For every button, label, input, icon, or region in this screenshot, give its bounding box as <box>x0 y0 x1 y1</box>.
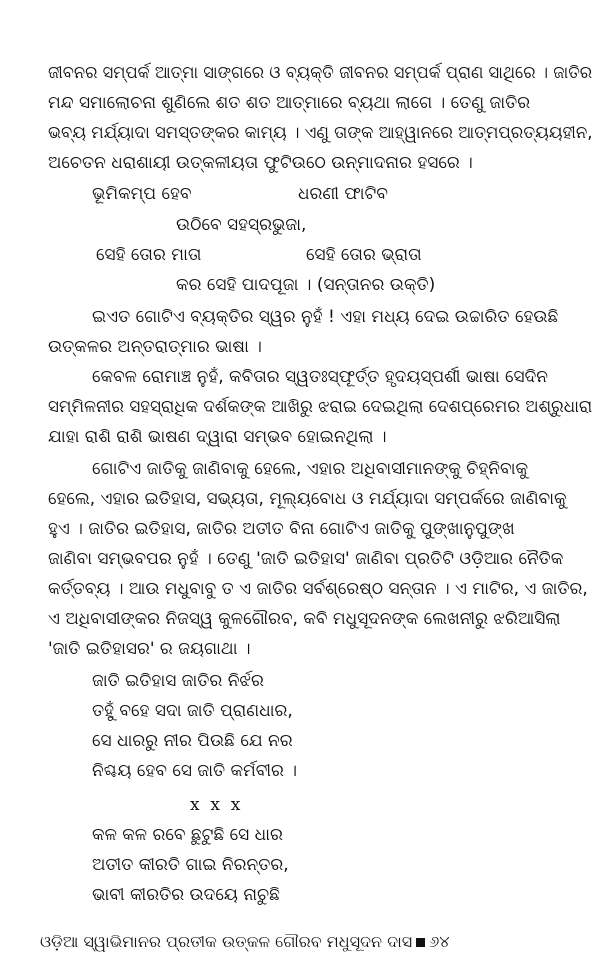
paragraph-1-line-4: ଅଚେତନ ଧରାଶାୟୀ ଉତ୍କଳୀୟତା ଫୁଟିଉଠେ ଉନ୍ମାଦନାର ହସରେ । <box>48 153 473 173</box>
paragraph-4-line-3: ହୁଏ । ଜାତିର ଇତିହାସ, ଜାତିର ଅତୀତ ବିନା ଗୋଟିଏ ଜାତିକୁ ପୁଙ୍ଖାନୁପୁଙ୍ଖ <box>48 519 515 539</box>
section-separator: x x x <box>190 795 241 815</box>
poem-3-line-1: କଳ କଳ ରବେ ଛୁଟୁଛି ସେ ଧାର <box>92 825 283 845</box>
poem-2-line-3: ସେ ଧାରରୁ ନୀର ପିଉଛି ଯେ ନର <box>92 731 293 751</box>
paragraph-4-line-5: କର୍ତ୍ତବ୍ୟ । ଆଉ ମଧୁବାବୁ ତ ଏ ଜାତିର ସର୍ବଶ୍ରେଷ୍ଠ ସନ୍ତାନ । ଏ ମାଟିର, ଏ ଜାତିର, <box>48 579 588 599</box>
poem-2-line-1: ଜାତି ଇତିହାସ ଜାତିର ନିର୍ଝର <box>92 671 264 691</box>
paragraph-4-line-2: ହେଲେ, ଏହାର ଇତିହାସ, ସଭ୍ୟତା, ମୂଲ୍ୟବୋଧ ଓ ମର୍ଯ୍ୟାଦା ସମ୍ପର୍କରେ ଜାଣିବାକୁ <box>48 489 567 509</box>
running-footer <box>40 930 450 954</box>
paragraph-4-line-7: 'ଜାତି ଇତିହାସର' ର ଜୟଗାଥା । <box>48 639 251 659</box>
poem-3-line-3: ଭାବୀ କୀରତିର ଉଦୟେ ନାଚୁଛି <box>92 885 280 905</box>
paragraph-1-line-1: ଜୀବନର ସମ୍ପର୍କ ଆତ୍ମା ସାଙ୍ଗରେ ଓ ବ୍ୟକ୍ତି ଜୀବନର ସମ୍ପର୍କ ପ୍ରାଣ ସାଥିରେ । ଜାତିର <box>48 63 593 83</box>
poem-1-line-2: ଉଠିବେ ସହସ୍ରଭୁଜା, <box>176 215 307 235</box>
poem-1-line-1b: ଧରଣୀ ଫାଟିବ <box>298 184 388 204</box>
paragraph-4-line-6: ଏ ଅଧିବାସୀଙ୍କର ନିଜସ୍ୱ କୁଳଗୌରବ, କବି ମଧୁସୂଦନଙ୍କ ଲେଖନୀରୁ ଝରିଆସିଲା <box>48 609 561 629</box>
paragraph-4-line-1: ଗୋଟିଏ ଜାତିକୁ ଜାଣିବାକୁ ହେଲେ, ଏହାର ଅଧିବାସୀମାନଙ୍କୁ ଚିହ୍ନିବାକୁ <box>92 459 529 479</box>
paragraph-2-line-2: ଉତ୍କଳର ଅନ୍ତରାତ୍ମାର ଭାଷା । <box>48 337 262 357</box>
page-number: ୬୪ <box>429 932 450 951</box>
poem-2-line-4: ନିଶ୍ଚୟ ହେବ ସେ ଜାତି କର୍ମବୀର । <box>92 761 297 781</box>
paragraph-3-line-2: ସମ୍ମିଳନୀର ସହସ୍ରାଧିକ ଦର୍ଶକଙ୍କ ଆଖିରୁ ଝରାଇ ଦେଇଥିଲା ଦେଶପ୍ରେମର ଅଶ୍ରୁଧାରା <box>48 397 593 417</box>
poem-3-line-2: ଅତୀତ କୀରତି ଗାଇ ନିରନ୍ତର, <box>92 855 289 875</box>
paragraph-3-line-3: ଯାହା ରାଶି ରାଶି ଭାଷଣ ଦ୍ୱାରା ସମ୍ଭବ ହୋଇନଥିଲା । <box>48 427 387 447</box>
footer-book-title: ଓଡ଼ିଆ ସ୍ୱାଭିମାନର ପ୍ରତୀକ ଉତ୍କଳ ଗୌରବ ମଧୁସୂଦନ ଦାସ <box>40 932 413 951</box>
paragraph-1-line-3: ଭବ୍ୟ ମର୍ଯ୍ୟାଦା ସମସ୍ତଙ୍କର କାମ୍ୟ । ଏଣୁ ତାଙ୍କ ଆହ୍ୱାନରେ ଆତ୍ମପ୍ରତ୍ୟୟହୀନ, <box>48 123 593 143</box>
paragraph-3-line-1: କେବଳ ରୋମାଞ୍ଚ ନୁହଁ, କବିତାର ସ୍ୱତଃସ୍ଫୂର୍ତ୍ତ ହୃଦୟସ୍ପର୍ଶୀ ଭାଷା ସେଦିନ <box>92 367 549 387</box>
poem-1-line-1a: ଭୂମିକମ୍ପ ହେବ <box>92 184 192 204</box>
poem-1-line-3b: ସେହି ତୋର ଭ୍ରାତା <box>306 245 422 265</box>
poem-1-line-4: କର ସେହି ପାଦପୂଜା । (ସନ୍ତାନର ଉକ୍ତି) <box>176 275 436 295</box>
paragraph-4-line-4: ଜାଣିବା ସମ୍ଭବପର ନୁହଁ । ତେଣୁ 'ଜାତି ଇତିହାସ' ଜାଣିବା ପ୍ରତିଟି ଓଡ଼ିଆର ନୈତିକ <box>48 549 564 569</box>
square-bullet-icon <box>416 938 425 947</box>
paragraph-2-line-1: ଇଏତ ଗୋଟିଏ ବ୍ୟକ୍ତିର ସ୍ୱର ନୁହଁ ! ଏହା ମଧ୍ୟ ଦେଇ ଉଚ୍ଚାରିତ ହେଉଛି <box>92 307 559 327</box>
paragraph-1-line-2: ମନ୍ଦ ସମାଲୋଚନା ଶୁଣିଲେ ଶତ ଶତ ଆତ୍ମାରେ ବ୍ୟଥା ଲାଗେ । ତେଣୁ ଜାତିର <box>48 93 531 113</box>
poem-1-line-3a: ସେହି ତୋର ମାତା <box>96 245 202 265</box>
poem-2-line-2: ତହୁଁ ବହେ ସଦା ଜାତି ପ୍ରାଣଧାର, <box>92 701 293 721</box>
